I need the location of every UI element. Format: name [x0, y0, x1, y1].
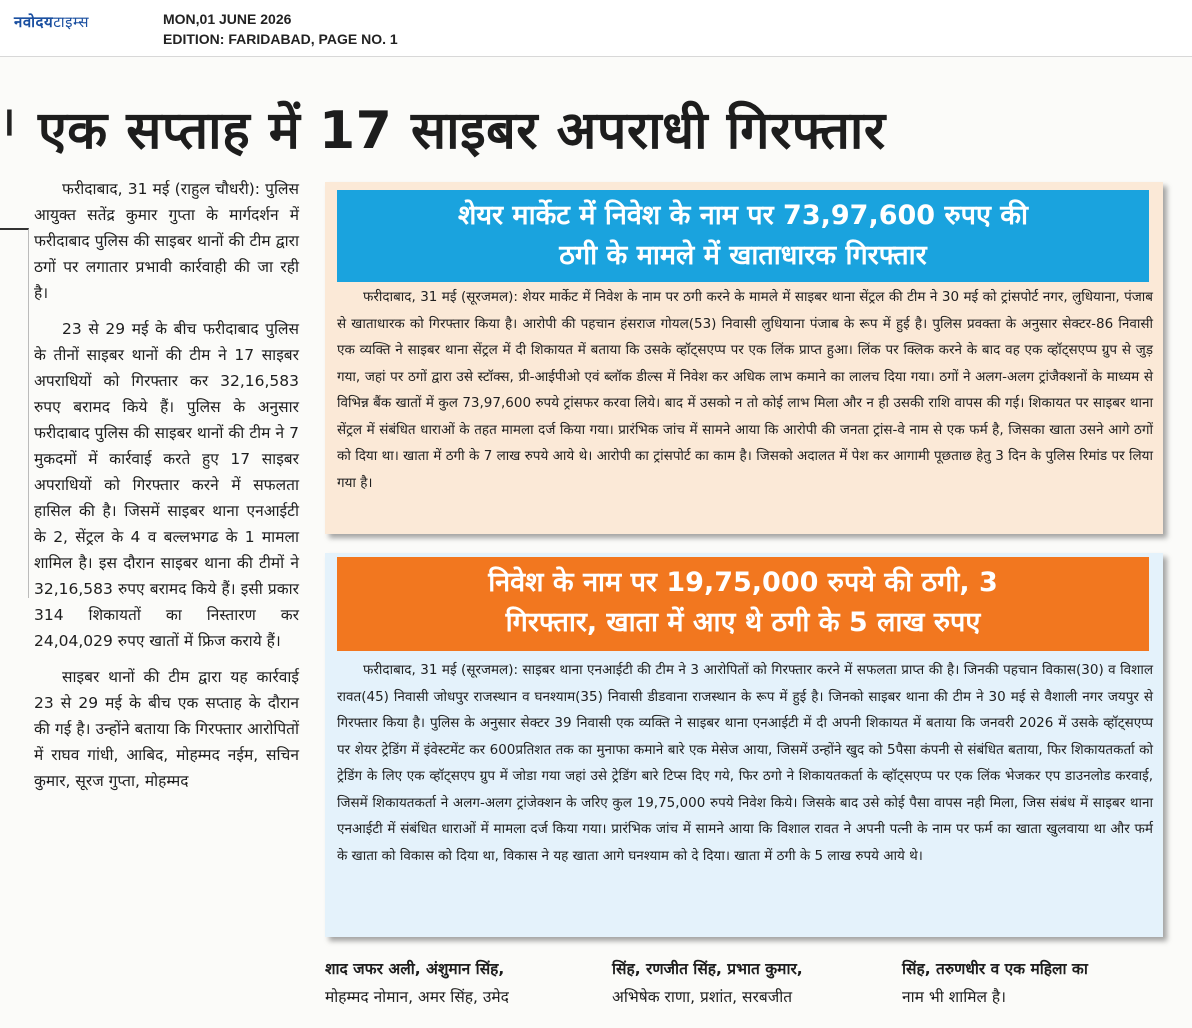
names-continuation-col3 — [902, 955, 1172, 1011]
logo-text-sub: टाइम्स — [53, 13, 90, 31]
story-box-share-market — [325, 182, 1163, 534]
main-headline: एक सप्ताह में 17 साइबर अपराधी गिरफ्तार — [38, 101, 886, 161]
edition-info — [163, 9, 398, 49]
story2-headline — [337, 557, 1149, 651]
names-col3-line2: नाम भी शामिल है। — [902, 988, 1007, 1006]
names-col2-line2: अभिषेक राणा, प्रशांत, सरबजीत — [612, 988, 793, 1006]
story1-headline-line2: ठगी के मामले में खाताधारक गिरफ्तार — [559, 240, 927, 271]
names-col2-line1: सिंह, रणजीत सिंह, प्रभात कुमार, — [612, 960, 803, 978]
names-continuation-col1 — [325, 955, 595, 1011]
story1-body: फरीदाबाद, 31 मई (सूरजमल): शेयर मार्केट में निवेश के नाम पर ठगी करने के मामले में साइबर थाना सेंट्रल की टीम ने 30 मई को ट्रांसपोर्ट नगर, लुधियाना, पंजाब से खाताधारक को गिरफ्तार किया है। आरोपी की पहचान हंसराज गोयल(53) निवासी लुधियाना पंजाब के रूप में हुई है। पुलिस प्रवक्ता के अनुसार सेक्टर-86 निवासी एक व्यक्ति ने साइबर थाना सेंट्रल में दी शिकायत में बताया कि उसके व्हॉट्सएप्प पर एक लिंक प्राप्त हुआ। लिंक पर क्लिक करने के बाद वह एक व्हॉट्सएप्प ग्रुप से जुड़ गया, जहां पर ठगों द्वारा उसे स्टॉक्स, प्री-आईपीओ एवं ब्लॉक डील्स में निवेश कर अधिक लाभ कमाने का लालच दिया गया। ठगों ने अलग-अलग ट्रांजैक्शनों के माध्यम से विभिन्न बैंक खातों में कुल 73,97,600 रुपये ट्रांसफर करवा लिये। बाद में उसको न तो कोई लाभ मिला और न ही उसकी राशि वापस की गई। शिकायत पर साइबर थाना सेंट्रल में संबंधित धाराओं के तहत मामला दर्ज किया गया। प्रारंभिक जांच में सामने आया कि आरोपी की जनता ट्रांस-वे नाम से एक फर्म है, जिसका खाता उसने आगे ठगों को दिया था। खाता में ठगी के 7 लाख रुपये आये थे। आरोपी का ट्रांसपोर्ट का काम है। जिसको अदालत में पेश कर आगामी पूछताछ हेतु 3 दिन के पुलिस रिमांड पर लिया गया है। — [337, 289, 1153, 491]
edition-page: EDITION: FARIDABAD, PAGE NO. 1 — [163, 31, 398, 47]
names-col3-line1: सिंह, तरुणधीर व एक महिला का — [902, 960, 1088, 978]
lead-paragraph-3: साइबर थानों की टीम द्वारा यह कार्रवाई 23 से 29 मई के बीच एक सप्ताह के दौरान की गई है। उन्होंने बताया कि गिरफ्तार आरोपितों में राघव गांधी, आबिद, मोहम्मद नईम, सचिन कुमार, सूरज गुप्ता, मोहम्मद — [34, 668, 299, 790]
newspaper-logo[interactable] — [14, 12, 89, 32]
story2-headline-line1: निवेश के नाम पर 19,75,000 रुपये की ठगी, 3 — [488, 567, 998, 598]
lead-paragraph-1: फरीदाबाद, 31 मई (राहुल चौधरी): पुलिस आयुक्त सतेंद्र कुमार गुप्ता के मार्गदर्शन में फरीदाबाद पुलिस की साइबर थानों की टीम द्वारा ठगों पर लगातार प्रभावी कार्रवाही की जा रही है। — [34, 180, 299, 302]
adjacent-column-rule — [0, 228, 29, 598]
names-col1-line1: शाद जफर अली, अंशुमान सिंह, — [325, 960, 505, 978]
lead-story-column — [34, 176, 299, 804]
issue-date: MON,01 JUNE 2026 — [163, 11, 292, 27]
story1-headline — [337, 190, 1149, 282]
logo-text-main: नवोदय — [14, 13, 54, 31]
names-col1-line2: मोहम्मद नोमान, अमर सिंह, उमेद — [325, 988, 509, 1006]
story2-headline-line2: गिरफ्तार, खाता में आए थे ठगी के 5 लाख रुपए — [505, 607, 981, 638]
story2-body: फरीदाबाद, 31 मई (सूरजमल): साइबर थाना एनआईटी की टीम ने 3 आरोपितों को गिरफ्तार करने में सफलता प्राप्त की है। जिनकी पहचान विकास(30) व विशाल रावत(45) निवासी जोधपुर राजस्थान व घनश्याम(35) निवासी डीडवाना राजस्थान के रूप में हुई है। जिनको साइबर थाना की टीम ने 30 मई से वैशाली नगर जयपुर से गिरफ्तार किया है। पुलिस के अनुसार सेक्टर 39 निवासी एक व्यक्ति ने साइबर थाना एनआईटी में दी अपनी शिकायत में बताया कि जनवरी 2026 में उसके व्हॉट्सएप्प पर शेयर ट्रेडिंग में इंवेस्टमेंट कर 600प्रतिशत तक का मुनाफा कमाने बारे एक मेसेज आया, जिसमें उन्होंने खुद को 5पैसा कंपनी से संबंधित बताया, फिर शिकायतकर्ता को ट्रेडिंग के लिए एक व्हॉट्सएप ग्रुप में जोडा गया जहां उसे ट्रेडिंग बारे टिप्स दिए गये, फिर ठगो ने शिकायतकर्ता के व्हॉट्सएप्प पर एक लिंक भेजकर एप डाउनलोड करवाई, जिसमें शिकायतकर्ता ने अलग-अलग ट्रांजेक्शन के जरिए कुल 19,75,000 रुपये निवेश किये। जिसके बाद उसे कोई पैसा वापस नही मिला, जिस संबंध में साइबर थाना एनआईटी में संबंधित धाराओं में मामला दर्ज किया गया। प्रारंभिक जांच में सामने आया कि विशाल रावत ने अपनी पत्नी के नाम पर फर्म का खाता खुलवाया था और फर्म के खाता को विकास को दिया था, विकास ने यह खाता आगे घनश्याम को दे दिया। खाता में ठगी के 5 लाख रुपये आये थे। — [337, 662, 1153, 864]
epaper-header — [0, 0, 1192, 57]
story-box-investment-fraud — [325, 553, 1163, 937]
names-continuation-col2 — [612, 955, 882, 1011]
cropped-left-headline-edge: । — [0, 99, 16, 145]
lead-paragraph-2: 23 से 29 मई के बीच फरीदाबाद पुलिस के तीनों साइबर थानों की टीम ने 17 साइबर अपराधियों को गिरफ्तार कर 32,16,583 रुपए बरामद किये हैं। पुलिस के अनुसार फरीदाबाद पुलिस की साइबर थानों की टीम ने 7 मुकदमों में कार्रवाई करते हुए 17 साइबर अपराधियों को गिरफ्तार करने में सफलता हासिल की है। जिसमें साइबर थाना एनआईटी के 2, सेंट्रल के 4 व बल्लभगढ के 1 मामला शामिल है। इस दौरान साइबर थाना की टीमों ने 32,16,583 रुपए बरामद किये हैं। इसी प्रकार 314 शिकायतों का निस्तारण कर 24,04,029 रुपए खातों में फ्रिज कराये हैं। — [34, 320, 299, 650]
story1-headline-line1: शेयर मार्केट में निवेश के नाम पर 73,97,600 रुपए की — [457, 200, 1029, 231]
